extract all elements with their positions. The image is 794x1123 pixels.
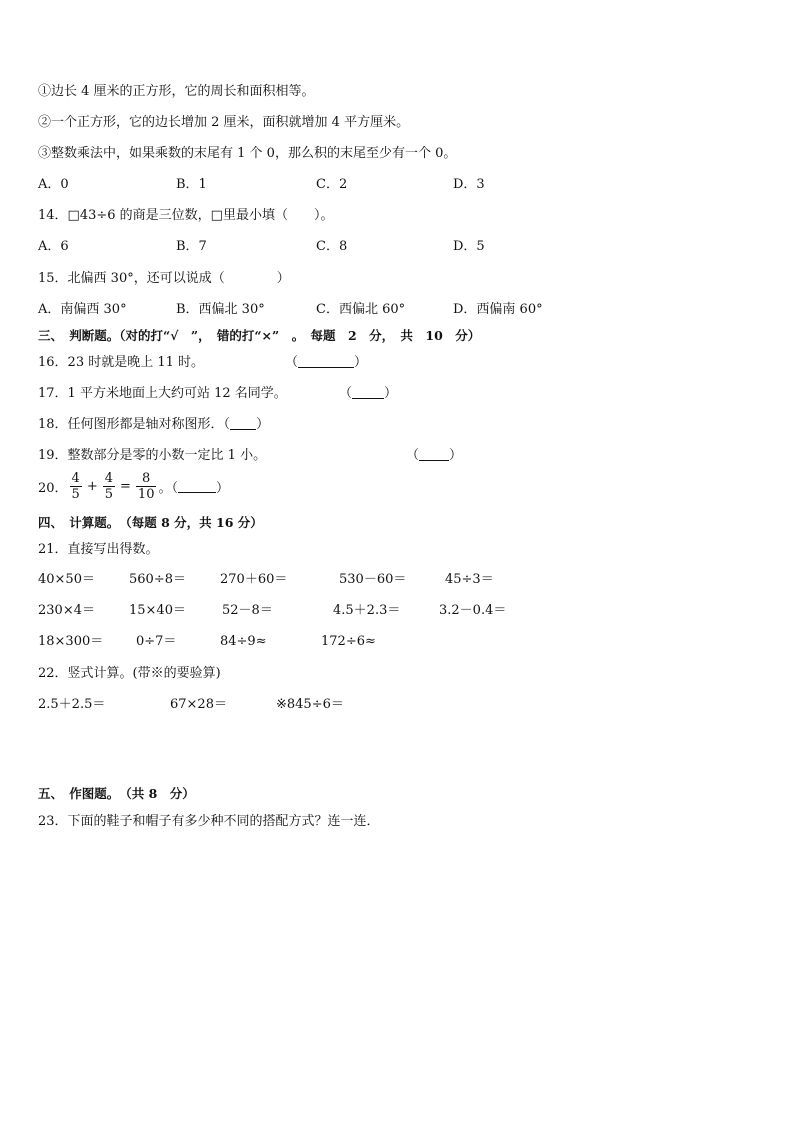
option-b[interactable]: B．西偏北 30° [176,302,265,317]
question-17: 17．1 平方米地面上大约可站 12 名同学。 [38,386,287,401]
calc-item: 52－8＝ [222,603,273,618]
calc-item: 4.5＋2.3＝ [333,603,401,618]
option-d[interactable]: D．5 [453,239,485,254]
blank-line[interactable] [419,448,449,461]
plus-sign: + [86,479,98,494]
fraction-3 [136,471,157,502]
paren-open: （ [406,448,420,463]
paren-open: （ [285,355,299,370]
option-a[interactable]: A．6 [38,239,69,254]
question-23: 23．下面的鞋子和帽子有多少种不同的搭配方式？连一连． [38,814,380,829]
paren-open: （ [339,386,353,401]
option-c[interactable]: C．西偏北 60° [316,302,406,317]
paren-close: ） [354,355,368,370]
denominator: 5 [71,487,80,502]
calc-item: 560÷8＝ [129,572,186,587]
question-18 [38,417,269,433]
question-21: 21．直接写出得数。 [38,542,159,557]
denominator: 5 [104,487,114,502]
option-d[interactable]: D．3 [453,177,485,192]
calc-item: 2.5＋2.5＝ [38,697,106,712]
option-a[interactable]: A．0 [38,177,69,192]
answer-blank-18[interactable] [230,417,256,430]
paren-open: （ [223,417,231,432]
answer-blank-17[interactable] [339,386,397,402]
calc-item: 0÷7＝ [136,634,177,649]
calc-item: ※845÷6＝ [276,697,344,712]
numerator: 4 [71,471,80,486]
calc-item: 172÷6≈ [321,634,376,649]
calc-item: 230×4＝ [38,603,95,618]
statement-2: ②一个正方形，它的边长增加 2 厘米，面积就增加 4 平方厘米。 [38,115,410,130]
numerator: 8 [136,471,157,487]
question-20-number: 20． [38,481,68,496]
section-5-heading: 五、 作图题。 （共 8 分） [38,786,195,801]
question-19: 19．整数部分是零的小数一定比 1 小。 [38,448,267,463]
fraction-2 [103,471,115,502]
calc-item: 3.2－0.4＝ [439,603,507,618]
blank-line[interactable] [298,355,354,368]
calc-item: 15×40＝ [129,603,186,618]
calc-item: 18×300＝ [38,634,104,649]
denominator: 10 [137,487,155,502]
answer-blank-19[interactable] [406,448,462,464]
paren-close: ） [256,417,270,432]
question-16: 16．23 时就是晚上 11 时。 [38,355,205,370]
statement-1: ①边长 4 厘米的正方形，它的周长和面积相等。 [38,84,315,99]
option-d[interactable]: D．西偏南 60° [453,302,543,317]
calc-item: 40×50＝ [38,572,95,587]
option-c[interactable]: C．8 [316,239,348,254]
question-22: 22．竖式计算。(带※的要验算) [38,666,221,681]
calc-item: 67×28＝ [170,697,227,712]
option-b[interactable]: B．7 [176,239,207,254]
question-18-text: 18．任何图形都是轴对称图形． [38,417,224,432]
calc-item: 530－60＝ [339,572,407,587]
equals-sign: = [120,479,131,494]
question-14: 14．□43÷6 的商是三位数，□里最小填（ ）。 [38,208,334,223]
answer-blank-20[interactable] [178,480,216,493]
paren-close: ） [215,481,229,496]
section-4-heading: 四、 计算题。 （每题 8 分，共 16 分） [38,515,263,530]
calc-item: 84÷9≈ [220,634,267,649]
option-a[interactable]: A．南偏西 30° [38,302,127,317]
question-20 [38,471,229,502]
calc-item: 270＋60＝ [220,572,288,587]
section-3-heading: 三、 判断题。（对的打“√ ”， 错的打“×” 。 每题 2 分， 共 10 分） [38,328,481,343]
paren-close: ） [384,386,398,401]
paren-close: ） [449,448,463,463]
numerator: 4 [104,471,114,486]
option-c[interactable]: C．2 [316,177,348,192]
option-b[interactable]: B．1 [176,177,207,192]
question-15: 15．北偏西 30°，还可以说成（ ） [38,271,290,286]
fraction-1 [70,471,82,502]
calc-item: 45÷3＝ [445,572,494,587]
blank-line[interactable] [352,386,384,399]
question-20-tail: 。（ [158,481,178,496]
statement-3: ③整数乘法中，如果乘数的末尾有 1 个 0，那么积的末尾至少有一个 0。 [38,146,457,161]
answer-blank-16[interactable] [285,355,367,371]
